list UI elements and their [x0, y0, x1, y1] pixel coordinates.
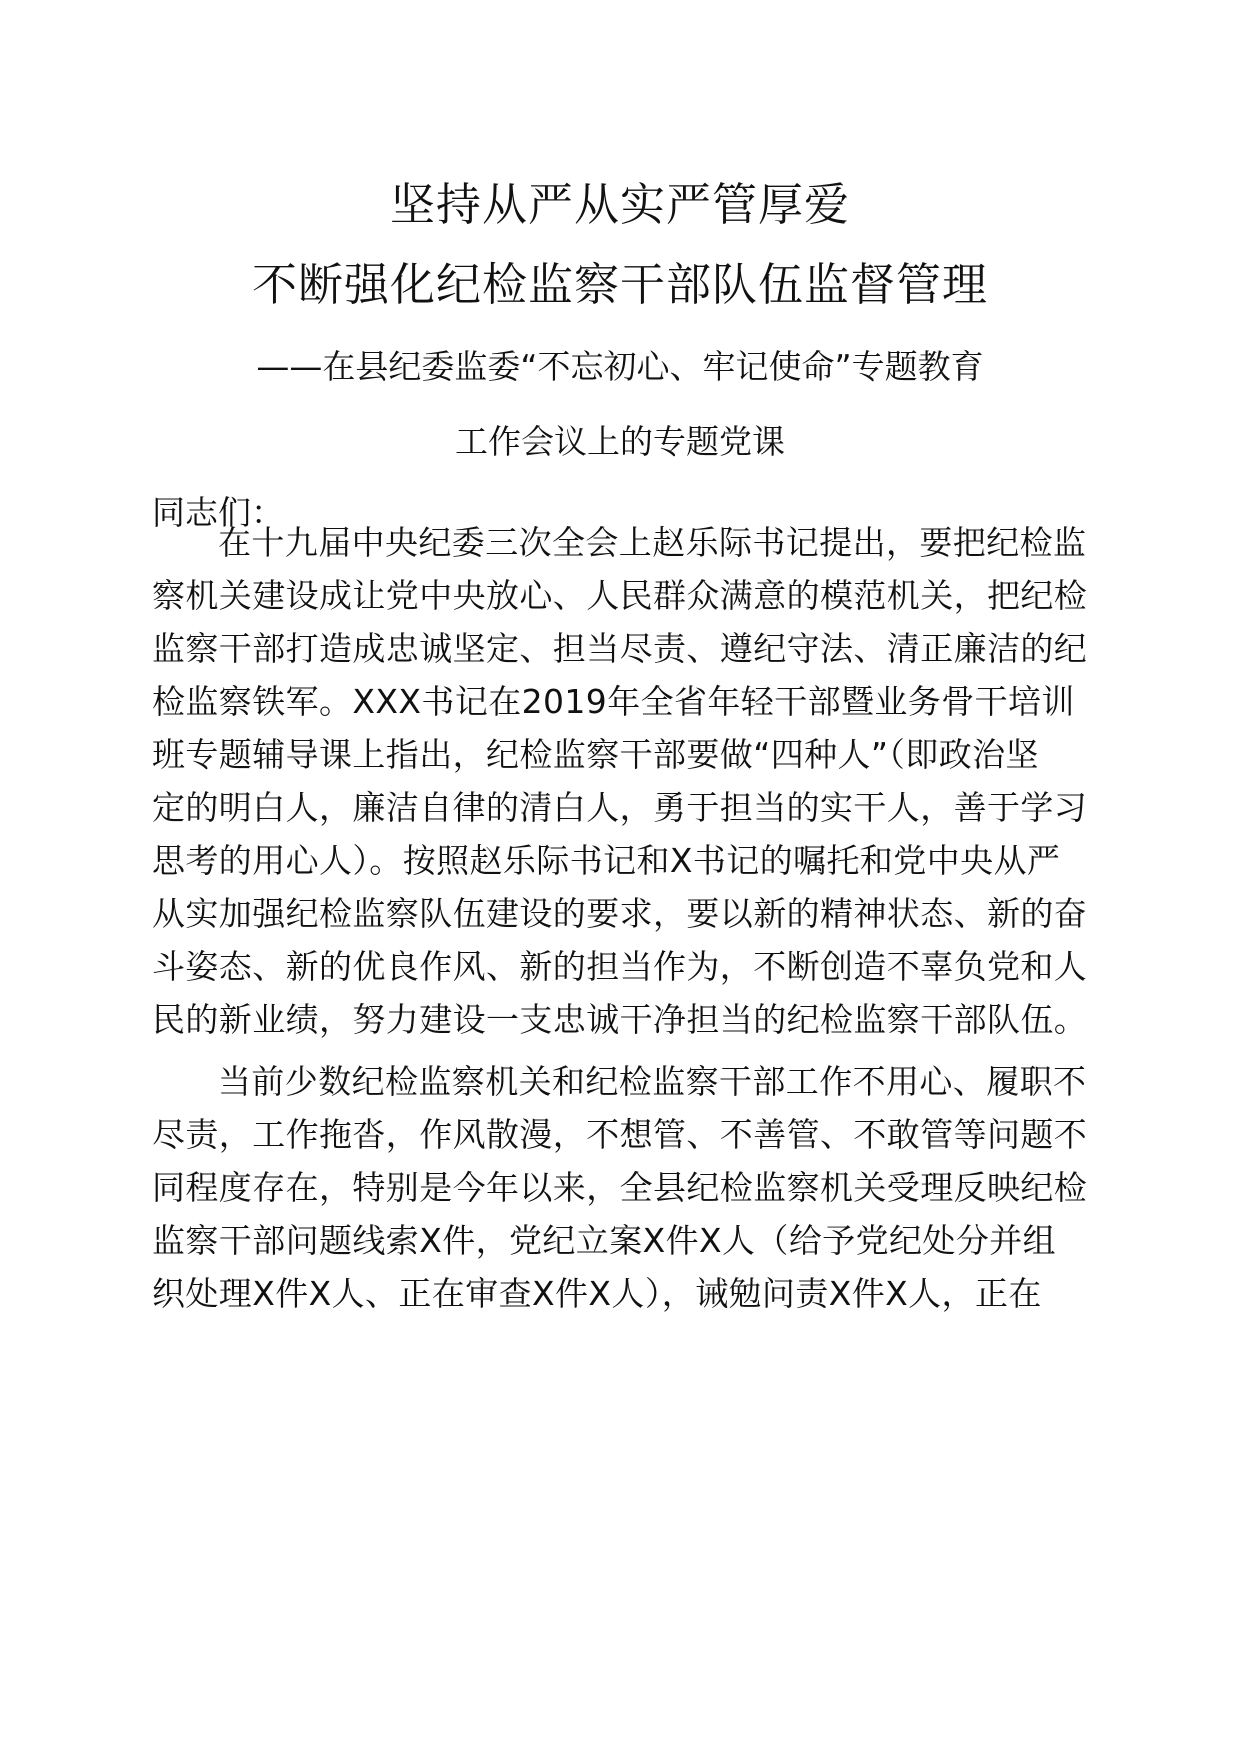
document-title-line-1: 坚持从严从实严管厚爱	[389, 178, 850, 231]
paragraph-line: 织处理X件X人、正在审查X件X人），诫勉问责X件X人，正在	[152, 1274, 1042, 1313]
paragraph-line: 同程度存在，特别是今年以来，全县纪检监察机关受理反映纪检	[152, 1168, 1088, 1207]
paragraph-line: 当前少数纪检监察机关和纪检监察干部工作不用心、履职不	[218, 1062, 1087, 1101]
paragraph-line: 民的新业绩，努力建设一支忠诚干净担当的纪检监察干部队伍。	[152, 1000, 1088, 1039]
paragraph-line: 尽责，工作拖沓，作风散漫，不想管、不善管、不敢管等问题不	[152, 1115, 1088, 1154]
paragraph-line: 察机关建设成让党中央放心、人民群众满意的模范机关，把纪检	[152, 576, 1088, 615]
document-title-line-2: 不断强化纪检监察干部队伍监督管理	[251, 258, 988, 311]
paragraph-line: 思考的用心人）。按照赵乐际书记和X书记的嘱托和党中央从严	[152, 841, 1061, 880]
paragraph-line: 斗姿态、新的优良作风、新的担当作为，不断创造不辜负党和人	[152, 947, 1088, 986]
paragraph-line: 检监察铁军。XXX书记在2019年全省年轻干部暨业务骨干培训	[152, 682, 1075, 721]
document-subtitle-line-1: ——在县纪委监委“不忘初心、牢记使命”专题教育	[256, 347, 984, 386]
greeting: 同志们：	[152, 493, 284, 532]
paragraph-line: 班专题辅导课上指出，纪检监察干部要做“四种人”（即政治坚	[152, 735, 1039, 774]
paragraph-line: 定的明白人，廉洁自律的清白人，勇于担当的实干人，善于学习	[152, 788, 1088, 827]
paragraph-line: 监察干部问题线索X件，党纪立案X件X人（给予党纪处分并组	[152, 1221, 1057, 1260]
paragraph-line: 从实加强纪检监察队伍建设的要求，要以新的精神状态、新的奋	[152, 894, 1088, 933]
paragraph-line: 在十九届中央纪委三次全会上赵乐际书记提出，要把纪检监	[218, 523, 1087, 562]
paragraph-line: 监察干部打造成忠诚坚定、担当尽责、遵纪守法、清正廉洁的纪	[152, 629, 1088, 668]
document-subtitle-line-2: 工作会议上的专题党课	[455, 422, 785, 461]
